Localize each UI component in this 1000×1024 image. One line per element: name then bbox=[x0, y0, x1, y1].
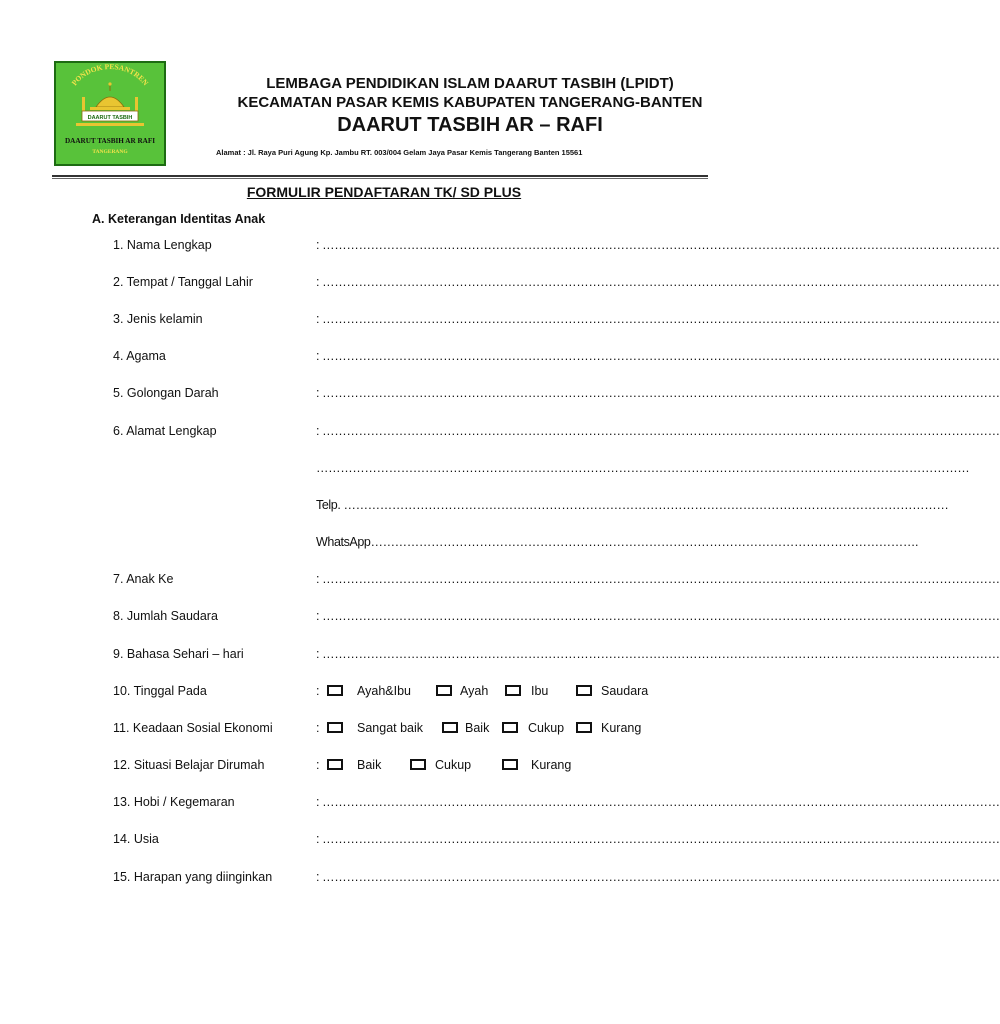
alamat-lengkap-input[interactable]: : …………………………………………………………………………………………………………………………………………………… bbox=[316, 424, 1000, 438]
whatsapp-input[interactable]: WhatsApp………………………………………………………………………………………………………………………. bbox=[316, 535, 919, 549]
checkbox-baik[interactable] bbox=[327, 759, 343, 770]
logo-arc-text: PONDOK PESANTREN bbox=[69, 63, 151, 88]
colon: : bbox=[316, 684, 320, 698]
checkbox-cukup[interactable] bbox=[410, 759, 426, 770]
field-tinggal-pada bbox=[0, 682, 768, 700]
field-label: 13. Hobi / Kegemaran bbox=[113, 795, 235, 809]
anak-ke-input[interactable]: : …………………………………………………………………………………………………………………………………………………… bbox=[316, 572, 1000, 586]
field-bahasa-sehari-hari bbox=[0, 645, 1000, 663]
nama-lengkap-input[interactable]: : …………………………………………………………………………………………………………………………………………………… bbox=[316, 238, 1000, 252]
logo-name-text: DAARUT TASBIH AR RAFI bbox=[64, 137, 156, 145]
field-label: 7. Anak Ke bbox=[113, 572, 174, 586]
colon: : bbox=[316, 721, 320, 735]
logo-city-text: TANGERANG bbox=[92, 149, 128, 155]
checkbox-kurang[interactable] bbox=[576, 722, 592, 733]
field-label: 12. Situasi Belajar Dirumah bbox=[113, 758, 265, 772]
mosque-dome-icon bbox=[96, 97, 124, 107]
option-label: Ayah&Ibu bbox=[357, 684, 411, 698]
option-label: Ayah bbox=[460, 684, 489, 698]
field-whatsapp bbox=[0, 533, 919, 551]
field-label: 8. Jumlah Saudara bbox=[113, 609, 218, 623]
field-jenis-kelamin bbox=[0, 310, 1000, 328]
field-label: 6. Alamat Lengkap bbox=[113, 424, 217, 438]
option-label: Sangat baik bbox=[357, 721, 424, 735]
usia-input[interactable]: : …………………………………………………………………………………………………………………………………………………… bbox=[316, 832, 1000, 846]
field-jumlah-saudara bbox=[0, 607, 1000, 625]
checkbox-ayah-ibu[interactable] bbox=[327, 685, 343, 696]
field-label: 10. Tinggal Pada bbox=[113, 684, 207, 698]
field-usia bbox=[0, 830, 1000, 848]
checkbox-kurang[interactable] bbox=[502, 759, 518, 770]
golongan-darah-input[interactable]: : …………………………………………………………………………………………………………………………………………………… bbox=[316, 386, 1000, 400]
checkbox-sangat-baik[interactable] bbox=[327, 722, 343, 733]
logo-banner-text: DAARUT TASBIH bbox=[87, 114, 133, 121]
option-label: Kurang bbox=[531, 758, 572, 772]
field-keadaan-sosial-ekonomi bbox=[0, 719, 768, 737]
field-hobi bbox=[0, 793, 1000, 811]
colon: : bbox=[316, 758, 320, 772]
field-label: 5. Golongan Darah bbox=[113, 386, 219, 400]
option-label: Ibu bbox=[531, 684, 549, 698]
field-label: 4. Agama bbox=[113, 349, 166, 363]
option-label: Baik bbox=[465, 721, 490, 735]
checkbox-cukup[interactable] bbox=[502, 722, 518, 733]
header-divider-thin bbox=[52, 178, 708, 179]
bahasa-input[interactable]: : …………………………………………………………………………………………………………………………………………………… bbox=[316, 647, 1000, 661]
header-line-1: LEMBAGA PENDIDIKAN ISLAM DAARUT TASBIH (LPIDT) bbox=[266, 75, 674, 92]
jumlah-saudara-input[interactable]: : …………………………………………………………………………………………………………………………………………………… bbox=[316, 609, 1000, 623]
field-anak-ke bbox=[0, 570, 1000, 588]
school-address: Alamat : Jl. Raya Puri Agung Kp. Jambu RT. 003/004 Gelam Jaya Pasar Kemis Tangerang Banten 15561 bbox=[216, 148, 583, 157]
header-line-2: KECAMATAN PASAR KEMIS KABUPATEN TANGERANG-BANTEN bbox=[237, 94, 703, 111]
telp-input[interactable]: Telp. …………………………………………………………………………………………………………………………………… bbox=[316, 498, 949, 512]
field-situasi-belajar bbox=[0, 756, 768, 774]
option-label: Baik bbox=[357, 758, 382, 772]
field-label: 14. Usia bbox=[113, 832, 159, 846]
school-name: DAARUT TASBIH AR – RAFI bbox=[337, 114, 603, 136]
field-golongan-darah bbox=[0, 384, 1000, 402]
checkbox-ibu[interactable] bbox=[505, 685, 521, 696]
alamat-line-2-input[interactable]: ……………………………………………………………………………………………………………………………………………… bbox=[316, 461, 970, 475]
field-label: 9. Bahasa Sehari – hari bbox=[113, 647, 244, 661]
field-alamat-line-2 bbox=[0, 459, 970, 477]
field-label: 11. Keadaan Sosial Ekonomi bbox=[113, 721, 273, 735]
field-telp bbox=[0, 496, 949, 514]
option-label: Cukup bbox=[528, 721, 565, 735]
field-alamat-lengkap bbox=[0, 422, 1000, 440]
jenis-kelamin-input[interactable]: : …………………………………………………………………………………………………………………………………………………… bbox=[316, 312, 1000, 326]
field-label: 1. Nama Lengkap bbox=[113, 238, 212, 252]
harapan-input[interactable]: : …………………………………………………………………………………………………………………………………………………… bbox=[316, 870, 1000, 884]
option-label: Saudara bbox=[601, 684, 649, 698]
header-divider bbox=[52, 175, 708, 177]
option-label: Cukup bbox=[435, 758, 472, 772]
school-logo bbox=[54, 61, 166, 166]
field-tempat-tanggal-lahir bbox=[0, 273, 1000, 291]
agama-input[interactable]: : …………………………………………………………………………………………………………………………………………………… bbox=[316, 349, 1000, 363]
section-heading: A. Keterangan Identitas Anak bbox=[92, 212, 266, 226]
field-label: 2. Tempat / Tanggal Lahir bbox=[113, 275, 253, 289]
field-harapan bbox=[0, 868, 1000, 886]
checkbox-baik[interactable] bbox=[442, 722, 458, 733]
field-label: 3. Jenis kelamin bbox=[113, 312, 203, 326]
field-label: 15. Harapan yang diinginkan bbox=[113, 870, 273, 884]
field-agama bbox=[0, 347, 1000, 365]
checkbox-ayah[interactable] bbox=[436, 685, 452, 696]
tempat-tanggal-lahir-input[interactable]: : …………………………………………………………………………………………………………………………………………………… bbox=[316, 275, 1000, 289]
form-title: FORMULIR PENDAFTARAN TK/ SD PLUS bbox=[246, 184, 522, 200]
checkbox-saudara[interactable] bbox=[576, 685, 592, 696]
hobi-input[interactable]: : …………………………………………………………………………………………………………………………………………………… bbox=[316, 795, 1000, 809]
field-nama-lengkap bbox=[0, 236, 1000, 254]
option-label: Kurang bbox=[601, 721, 642, 735]
